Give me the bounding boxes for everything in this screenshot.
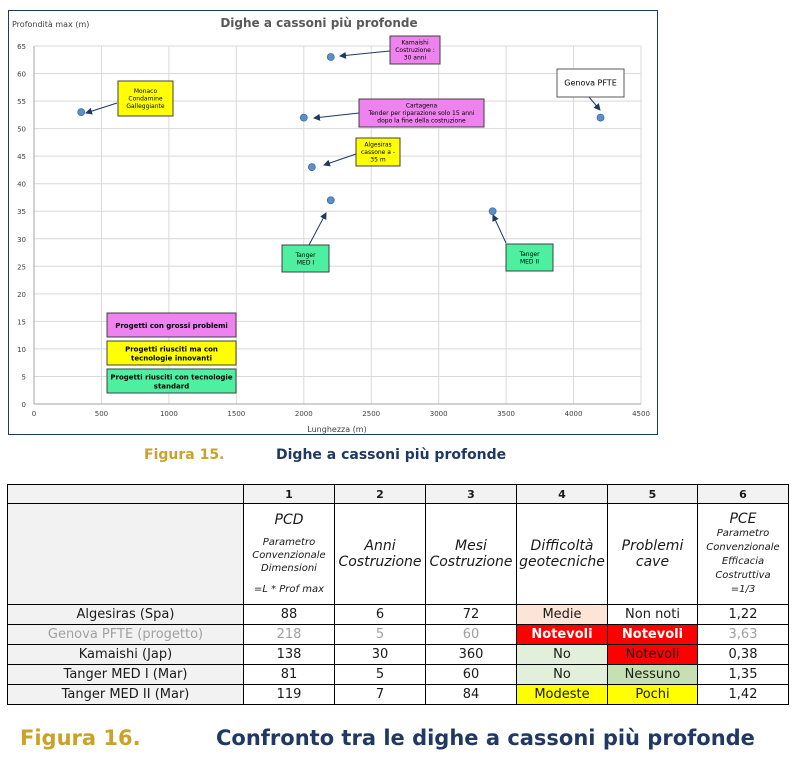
cell-pcd: 138: [244, 645, 335, 665]
cell-cave: Pochi: [608, 685, 698, 705]
y-tick-label: 55: [17, 98, 26, 107]
annotation-label: dopo la fine della costruzione: [377, 117, 466, 125]
cell-pcd: 119: [244, 685, 335, 705]
table-row: [8, 645, 789, 665]
x-tick-label: 500: [94, 410, 109, 418]
y-tick-label: 20: [17, 290, 26, 299]
annotation-arrow: [340, 51, 390, 56]
data-point: [597, 114, 604, 121]
table-row: [8, 625, 789, 645]
data-point: [300, 114, 307, 121]
x-tick-label: 1500: [227, 410, 246, 418]
annotation-label: Monaco: [133, 88, 158, 95]
row-name: Algesiras (Spa): [8, 605, 244, 625]
y-axis-label: Profondità max (m): [12, 20, 90, 29]
figure-15-title: Dighe a cassoni più profonde: [276, 447, 507, 463]
y-tick-label: 50: [17, 125, 26, 134]
cell-cave: Non noti: [608, 605, 698, 625]
y-tick-label: 65: [17, 43, 26, 51]
annotation-label: Cartagena: [405, 102, 438, 110]
chart-title: Dighe a cassoni più profonde: [220, 16, 418, 30]
table-corner-cell: [8, 485, 244, 504]
cell-pce: 1,22: [698, 605, 789, 625]
y-tick-label: 60: [17, 70, 26, 79]
annotation-label: cassone a -: [360, 149, 396, 156]
x-tick-label: 3000: [429, 410, 448, 418]
x-tick-label: 2500: [362, 410, 381, 418]
cell-anni: 5: [335, 625, 426, 645]
data-point: [78, 109, 85, 116]
col-number: 2: [335, 485, 426, 504]
y-tick-label: 40: [17, 180, 26, 189]
header-pcd-formula: =L * Prof max: [253, 584, 325, 595]
header-pcd: [244, 504, 335, 605]
row-name: Genova PFTE (progetto): [8, 625, 244, 645]
table-row: [8, 665, 789, 685]
chart-frame: [8, 10, 658, 435]
cell-pce: 0,38: [698, 645, 789, 665]
cell-anni: 6: [335, 605, 426, 625]
annotation-arrow: [324, 154, 356, 165]
x-tick-label: 2000: [294, 410, 313, 418]
scatter-chart: [9, 11, 657, 434]
annotation-label: Tanger: [295, 251, 316, 259]
col-number: 1: [244, 485, 335, 504]
cell-difficolta: Medie: [517, 605, 608, 625]
annotation-arrow: [589, 97, 600, 110]
y-tick-label: 15: [17, 318, 26, 327]
legend-label: standard: [153, 382, 190, 391]
x-tick-label: 4000: [564, 410, 583, 418]
y-tick-label: 45: [17, 153, 26, 162]
col-number: 4: [517, 485, 608, 504]
header-pcd-title: PCD: [274, 512, 304, 528]
cell-pcd: 81: [244, 665, 335, 685]
figure-15-number: Figura 15.: [144, 447, 225, 463]
table-row: [8, 685, 789, 705]
data-point: [489, 208, 496, 215]
header-pce: [698, 504, 789, 605]
cell-mesi: 84: [426, 685, 517, 705]
annotation-label: Galleggiante: [126, 103, 165, 110]
cell-anni: 30: [335, 645, 426, 665]
cell-anni: 7: [335, 685, 426, 705]
table-row: [8, 605, 789, 625]
row-name: Kamaishi (Jap): [8, 645, 244, 665]
annotation-label: Costruzione :: [395, 47, 435, 54]
legend-label: tecnologie innovanti: [130, 354, 213, 363]
annotation-arrow: [314, 113, 359, 118]
cell-difficolta: Modeste: [517, 685, 608, 705]
cell-pce: 1,35: [698, 665, 789, 685]
annotation-label: 35 m: [370, 156, 386, 164]
col-number: 5: [608, 485, 698, 504]
cell-difficolta: No: [517, 645, 608, 665]
data-point: [327, 197, 334, 204]
x-tick-label: 3500: [497, 410, 516, 418]
annotation-label: MED I: [296, 259, 315, 267]
y-tick-label: 35: [17, 208, 26, 217]
legend-label: Progetti riusciti ma con: [125, 345, 218, 354]
header-mesi: Mesi Costruzione: [426, 504, 517, 605]
comparison-table: [7, 484, 789, 705]
header-pce-sub: Parametro Convenzionale Efficacia Costruttiva =1/3: [706, 528, 780, 595]
table-header-blank: [8, 504, 244, 605]
header-pcd-sub: Parametro Convenzionale Dimensioni: [252, 537, 326, 574]
cell-difficolta: No: [517, 665, 608, 685]
x-tick-label: 0: [31, 410, 37, 418]
cell-anni: 5: [335, 665, 426, 685]
x-axis-label: Lunghezza (m): [307, 425, 367, 434]
cell-cave: Nessuno: [608, 665, 698, 685]
annotation-label: MED II: [519, 258, 540, 266]
col-number: 6: [698, 485, 789, 504]
annotation-label: Algesiras: [364, 141, 392, 149]
annotation-arrow: [309, 213, 326, 245]
annotation-label: Kamaishi: [401, 39, 429, 47]
header-anni: Anni Costruzione: [335, 504, 426, 605]
data-point: [327, 54, 334, 61]
legend-label: Progetti riusciti con tecnologie: [110, 373, 233, 382]
cell-cave: Notevoli: [608, 645, 698, 665]
annotation-label: Tender per riparazione solo 15 anni: [368, 110, 475, 117]
x-tick-label: 4500: [632, 410, 650, 418]
cell-cave: Notevoli: [608, 625, 698, 645]
cell-mesi: 60: [426, 665, 517, 685]
annotation-label: Condamine: [128, 95, 163, 103]
figure-16-title: Confronto tra le dighe a cassoni più profonde: [216, 726, 755, 750]
cell-mesi: 72: [426, 605, 517, 625]
cell-difficolta: Notevoli: [517, 625, 608, 645]
x-tick-label: 1000: [159, 410, 178, 418]
annotation-label: Tanger: [519, 250, 540, 258]
col-number: 3: [426, 485, 517, 504]
y-tick-label: 30: [17, 235, 26, 244]
cell-mesi: 360: [426, 645, 517, 665]
cell-mesi: 60: [426, 625, 517, 645]
annotation-label: Genova PFTE: [564, 78, 617, 88]
figure-16-number: Figura 16.: [20, 726, 141, 750]
annotation-label: 30 anni: [403, 54, 427, 62]
cell-pce: 1,42: [698, 685, 789, 705]
row-name: Tanger MED II (Mar): [8, 685, 244, 705]
header-pce-title: PCE: [729, 511, 757, 527]
cell-pcd: 88: [244, 605, 335, 625]
header-cave: Problemi cave: [608, 504, 698, 605]
y-tick-label: 10: [17, 345, 26, 354]
cell-pcd: 218: [244, 625, 335, 645]
legend-label: Progetti con grossi problemi: [115, 322, 228, 330]
cell-pce: 3,63: [698, 625, 789, 645]
y-tick-label: 0: [21, 401, 26, 409]
row-name: Tanger MED I (Mar): [8, 665, 244, 685]
y-tick-label: 25: [17, 263, 26, 272]
y-tick-label: 5: [21, 373, 26, 382]
data-point: [308, 164, 315, 171]
header-difficolta: Difficoltà geotecniche: [517, 504, 608, 605]
